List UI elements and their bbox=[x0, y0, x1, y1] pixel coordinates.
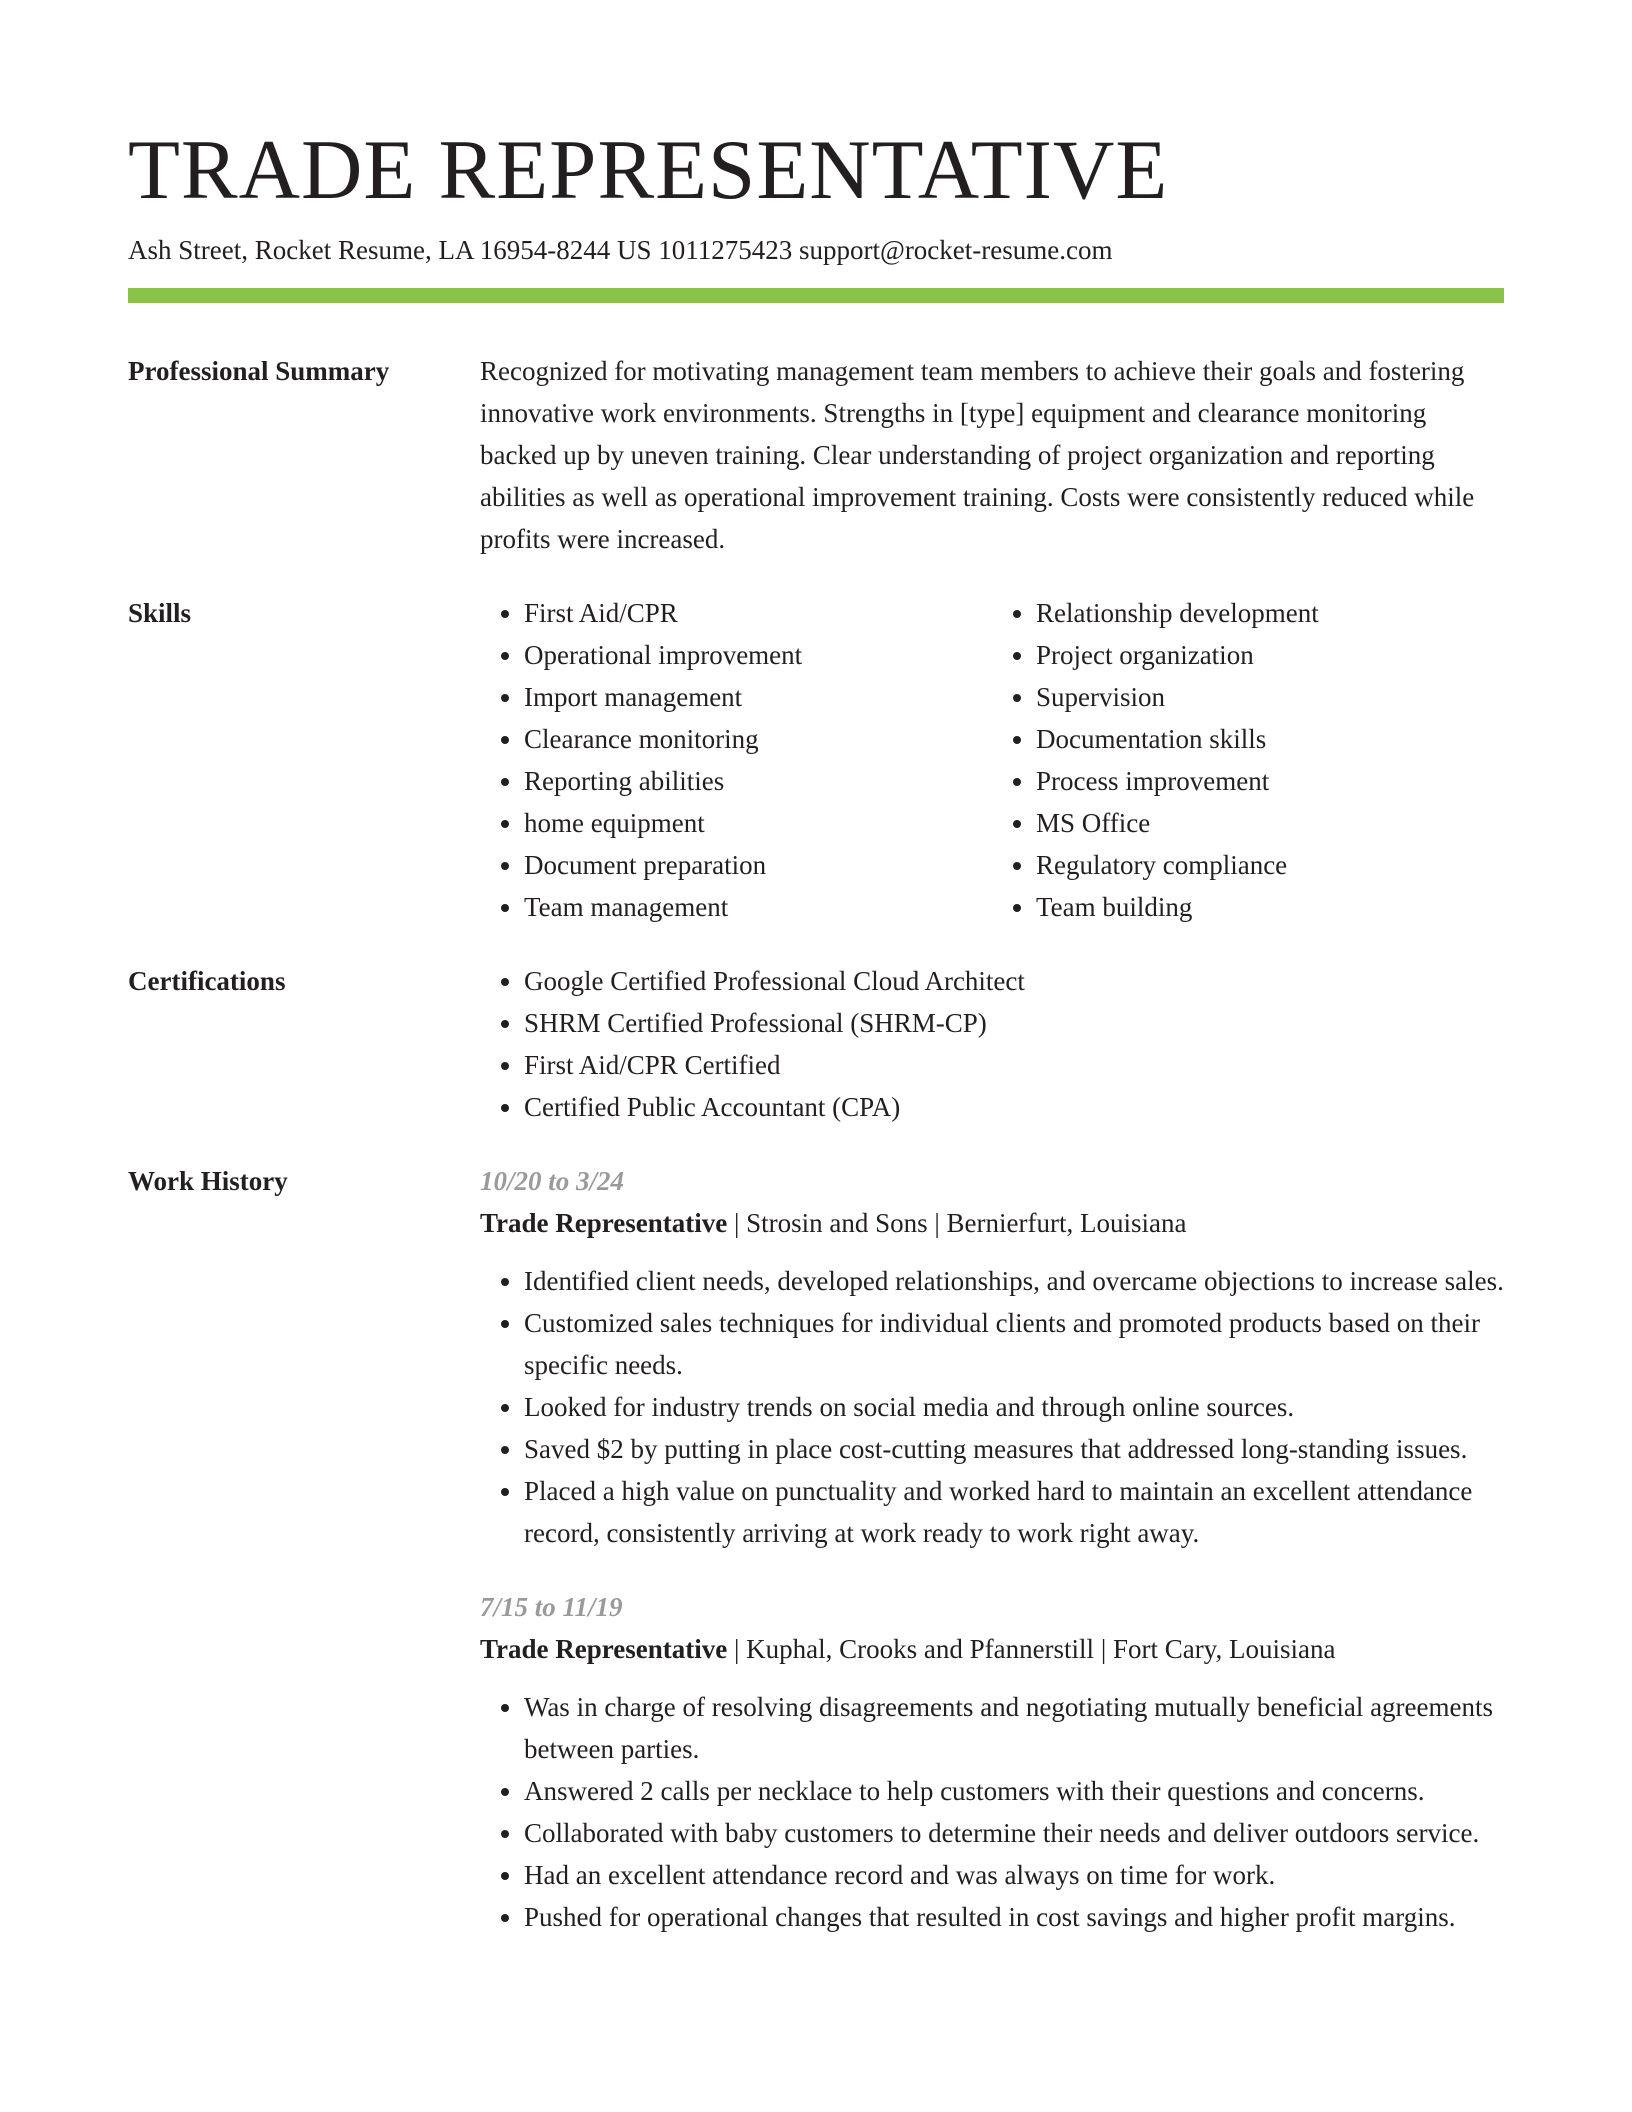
skill-item: • Project organization bbox=[1036, 634, 1504, 676]
skills-list-right bbox=[992, 592, 1504, 928]
skill-item: • Regulatory compliance bbox=[1036, 844, 1504, 886]
skill-item: • MS Office bbox=[1036, 802, 1504, 844]
job-company: | Kuphal, Crooks and Pfannerstill | Fort Cary, Louisiana bbox=[727, 1634, 1336, 1664]
skills-heading: Skills bbox=[128, 598, 192, 628]
skill-item: • First Aid/CPR bbox=[524, 592, 992, 634]
skill-item: • Process improvement bbox=[1036, 760, 1504, 802]
job-bullet: • Collaborated with baby customers to determine their needs and deliver outdoors service. bbox=[524, 1812, 1504, 1854]
job-bullet: • Looked for industry trends on social media and through online sources. bbox=[524, 1386, 1504, 1428]
job-bullet: • Had an excellent attendance record and was always on time for work. bbox=[524, 1854, 1504, 1896]
resume-page bbox=[128, 118, 1504, 1938]
work-history-section bbox=[128, 1160, 1504, 1938]
skill-item: • Supervision bbox=[1036, 676, 1504, 718]
job-bullet: • Was in charge of resolving disagreements and negotiating mutually beneficial agreements between parties. bbox=[524, 1686, 1504, 1770]
summary-text: Recognized for motivating management team members to achieve their goals and fostering innovative work environments. Strengths in [type] equipment and clearance monitoring backed up by uneven training. Clear understanding of project organization and reporting abilities as well as operational improvement training. Costs were consistently reduced while profits were increased. bbox=[480, 356, 1475, 554]
skill-item: • home equipment bbox=[524, 802, 992, 844]
job-title: Trade Representative bbox=[480, 1634, 728, 1664]
job-bullets bbox=[480, 1686, 1504, 1938]
certifications-section bbox=[128, 960, 1504, 1128]
job-entry bbox=[480, 1160, 1504, 1554]
job-dates: 10/20 to 3/24 bbox=[480, 1166, 625, 1196]
skills-list-left bbox=[480, 592, 992, 928]
certification-item: • Google Certified Professional Cloud Architect bbox=[524, 960, 1504, 1002]
job-dates: 7/15 to 11/19 bbox=[480, 1592, 623, 1622]
skill-item: • Document preparation bbox=[524, 844, 992, 886]
job-title: Trade Representative bbox=[480, 1208, 728, 1238]
certifications-list bbox=[480, 960, 1504, 1128]
skill-item: • Reporting abilities bbox=[524, 760, 992, 802]
header-divider bbox=[128, 288, 1504, 303]
job-bullet: • Saved $2 by putting in place cost-cutting measures that addressed long-standing issues. bbox=[524, 1428, 1504, 1470]
skill-item: • Import management bbox=[524, 676, 992, 718]
job-bullet: • Answered 2 calls per necklace to help customers with their questions and concerns. bbox=[524, 1770, 1504, 1812]
job-bullet: • Identified client needs, developed relationships, and overcame objections to increase sales. bbox=[524, 1260, 1504, 1302]
skill-item: • Clearance monitoring bbox=[524, 718, 992, 760]
job-bullets bbox=[480, 1260, 1504, 1554]
certifications-heading: Certifications bbox=[128, 966, 286, 996]
skill-item: • Team management bbox=[524, 886, 992, 928]
certification-item: • First Aid/CPR Certified bbox=[524, 1044, 1504, 1086]
skill-item: • Documentation skills bbox=[1036, 718, 1504, 760]
job-company: | Strosin and Sons | Bernierfurt, Louisiana bbox=[727, 1208, 1187, 1238]
summary-section bbox=[128, 350, 1504, 560]
work-history-heading: Work History bbox=[128, 1166, 288, 1196]
job-heading bbox=[480, 1202, 1504, 1244]
contact-info: Ash Street, Rocket Resume, LA 16954-8244 US 1011275423 support@rocket-resume.com bbox=[128, 235, 1113, 265]
certification-item: • Certified Public Accountant (CPA) bbox=[524, 1086, 1504, 1128]
job-bullet: • Customized sales techniques for individual clients and promoted products based on their specific needs. bbox=[524, 1302, 1504, 1386]
skill-item: • Team building bbox=[1036, 886, 1504, 928]
job-entry bbox=[480, 1586, 1504, 1938]
job-bullet: • Pushed for operational changes that resulted in cost savings and higher profit margins. bbox=[524, 1896, 1504, 1938]
job-heading bbox=[480, 1628, 1504, 1670]
skill-item: • Relationship development bbox=[1036, 592, 1504, 634]
summary-heading: Professional Summary bbox=[128, 356, 390, 386]
resume-title: TRADE REPRESENTATIVE bbox=[128, 123, 1169, 217]
skill-item: • Operational improvement bbox=[524, 634, 992, 676]
job-bullet: • Placed a high value on punctuality and worked hard to maintain an excellent attendance record, consistently arriving at work ready to work right away. bbox=[524, 1470, 1504, 1554]
skills-section bbox=[128, 592, 1504, 928]
certification-item: • SHRM Certified Professional (SHRM-CP) bbox=[524, 1002, 1504, 1044]
